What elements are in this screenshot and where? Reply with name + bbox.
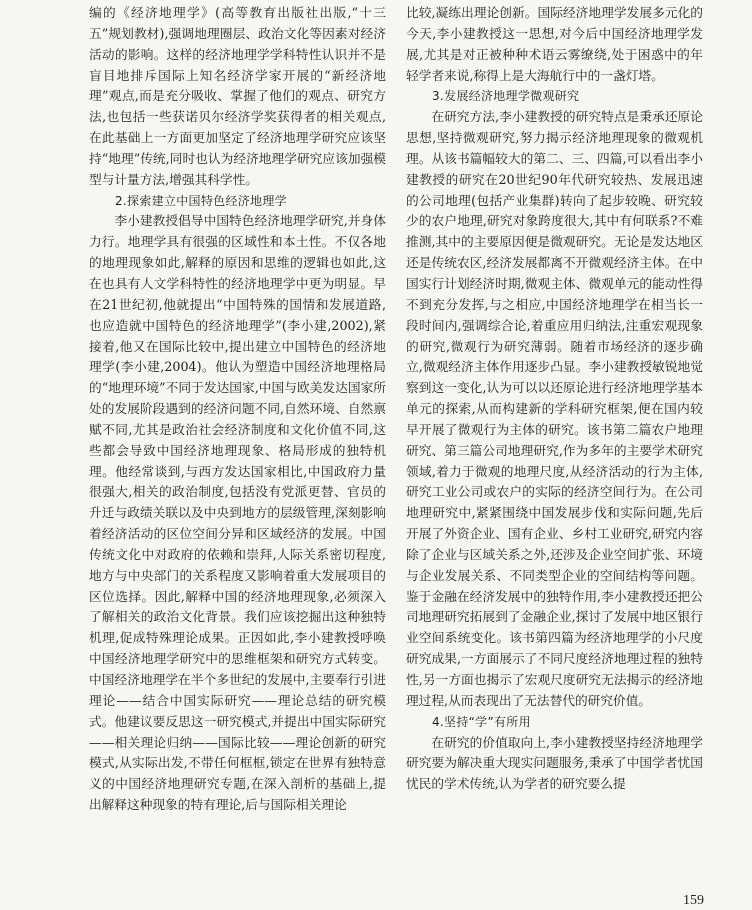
paragraph: 比较,凝练出理论创新。国际经济地理学发展多元化的今天,李小建教授这一思想,对今后中国经济地理学发展,尤其是对正被种种术语云雾缭绕,处于困惑中的年轻学者来说,称得上是大海航行中的一盏灯塔。 xyxy=(406,5,703,83)
right-text-column xyxy=(406,3,703,795)
left-text-column xyxy=(89,3,386,816)
section-heading: 2.探索建立中国特色经济地理学 xyxy=(115,193,287,208)
paragraph: 在研究的价值取向上,李小建教授坚持经济地理学研究要为解决重大现实问题服务,秉承了中国学者忧国忧民的学术传统,认为学者的研究要么提 xyxy=(406,734,703,792)
paragraph: 在研究方法,李小建教授的研究特点是秉承还原论思想,坚持微观研究,努力揭示经济地理现象的微观机理。从该书篇幅较大的第二、三、四篇,可以看出李小建教授的研究在20世纪90年代研究较热、发展迅速的公司地理(包括产业集群)转向了起步较晚、研究较少的农户地理,研究对象跨度很大,其中有何联系?不难推测,其中的主要原因便是微观研究。无论是发达地区还是传统农区,经济发展都离不开微观经济主体。在中国实行计划经济时期,微观主体、微观单元的能动性得不到充分发挥,与之相应,中国经济地理学在相当长一段时间内,强调综合论,着重应用归纳法,注重宏观现象的研究,微观行为研究薄弱。随着市场经济的逐步确立,微观经济主体作用逐步凸显。李小建教授敏锐地觉察到这一变化,认为可以以还原论进行经济地理学基本单元的探索,从而构建新的学科研究框架,便在国内较早开展了微观行为主体的研究。该书第二篇农户地理研究、第三篇公司地理研究,作为多年的主要学术研究领域,着力于微观的地理尺度,从经济活动的行为主体,研究工业公司或农户的实际的经济空间行为。在公司地理研究中,紧紧围绕中国发展步伐和实际问题,先后开展了外资企业、国有企业、乡村工业研究,研究内容除了企业与区域关系之外,还涉及企业空间扩张、环境与企业发展关系、不同类型企业的空间结构等问题。鉴于金融在经济发展中的独特作用,李小建教授还把公司地理研究拓展到了金融企业,探讨了发展中地区银行业空间系统变化。该书第四篇为经济地理学的小尺度研究成果,一方面展示了不同尺度经济地理过程的独特性,另一方面也揭示了宏观尺度研究无法揭示的经济地理过程,从而表现出了无法替代的研究价值。 xyxy=(406,109,703,708)
section-heading: 3.发展经济地理学微观研究 xyxy=(432,89,580,104)
section-heading: 4.坚持“学”有所用 xyxy=(432,714,531,729)
paragraph: 李小建教授倡导中国特色经济地理学研究,并身体力行。地理学具有很强的区域性和本土性。不仅各地的地理现象如此,解释的原因和思维的逻辑也如此,这在也具有人文学科特性的经济地理学中更为明显。早在21世纪初,他就提出“中国特殊的国情和发展道路,也应造就中国特色的经济地理学”(李小建,2002),紧接着,他又在国际比较中,提出建立中国特色的经济地理学(李小建,2004)。他认为塑造中国经济地理格局的“地理环境”不同于发达国家,中国与欧美发达国家所处的发展阶段遇到的经济问题不同,自然环境、自然禀赋不同,尤其是政治社会经济制度和文化价值不同,这些都会导致中国经济地理现象、格局形成的独特机理。他经常谈到,与西方发达国家相比,中国政府力量很强大,相关的政治制度,包括没有党派更替、官员的升迁与政绩关联以及中央到地方的层级管理,深刻影响着经济活动的区位空间分异和区域经济的发展。中国传统文化中对政府的依赖和崇拜,人际关系密切程度,地方与中央部门的关系程度又影响着重大发展项目的区位选择。因此,解释中国的经济地理现象,必须深入了解相关的政治文化背景。我们应该挖掘出这种独特机理,促成特殊理论成果。正因如此,李小建教授呼唤中国经济地理学研究中的思维框架和研究方式转变。中国经济地理学在半个多世纪的发展中,主要奉行引进理论——结合中国实际研究——理论总结的研究模式。他建议要反思这一研究模式,并提出中国实际研究——相关理论归纳——国际比较——理论创新的研究模式,从实际出发,不带任何框框,锁定在世界有独特意义的中国经济地理研究专题,在深入剖析的基础上,提出解释这种现象的特有理论,后与国际相关理论 xyxy=(89,213,386,813)
page-number: 159 xyxy=(683,893,704,908)
paragraph: 编的《经济地理学》(高等教育出版社出版,“十三五”规划教材),强调地理圈层、政治文化等因素对经济活动的影响。这样的经济地理学学科特性认识并不是盲目地排斥国际上知名经济学家开展的“新经济地理”观点,而是充分吸收、掌握了他们的观点、研究方法,也包括一些获诺贝尔经济学奖获得者的相关观点,在此基础上一方面更加坚定了经济地理学研究应该坚持“地理”传统,同时也认为经济地理学研究应该加强模型与计量方法,增强其科学性。 xyxy=(89,5,386,187)
